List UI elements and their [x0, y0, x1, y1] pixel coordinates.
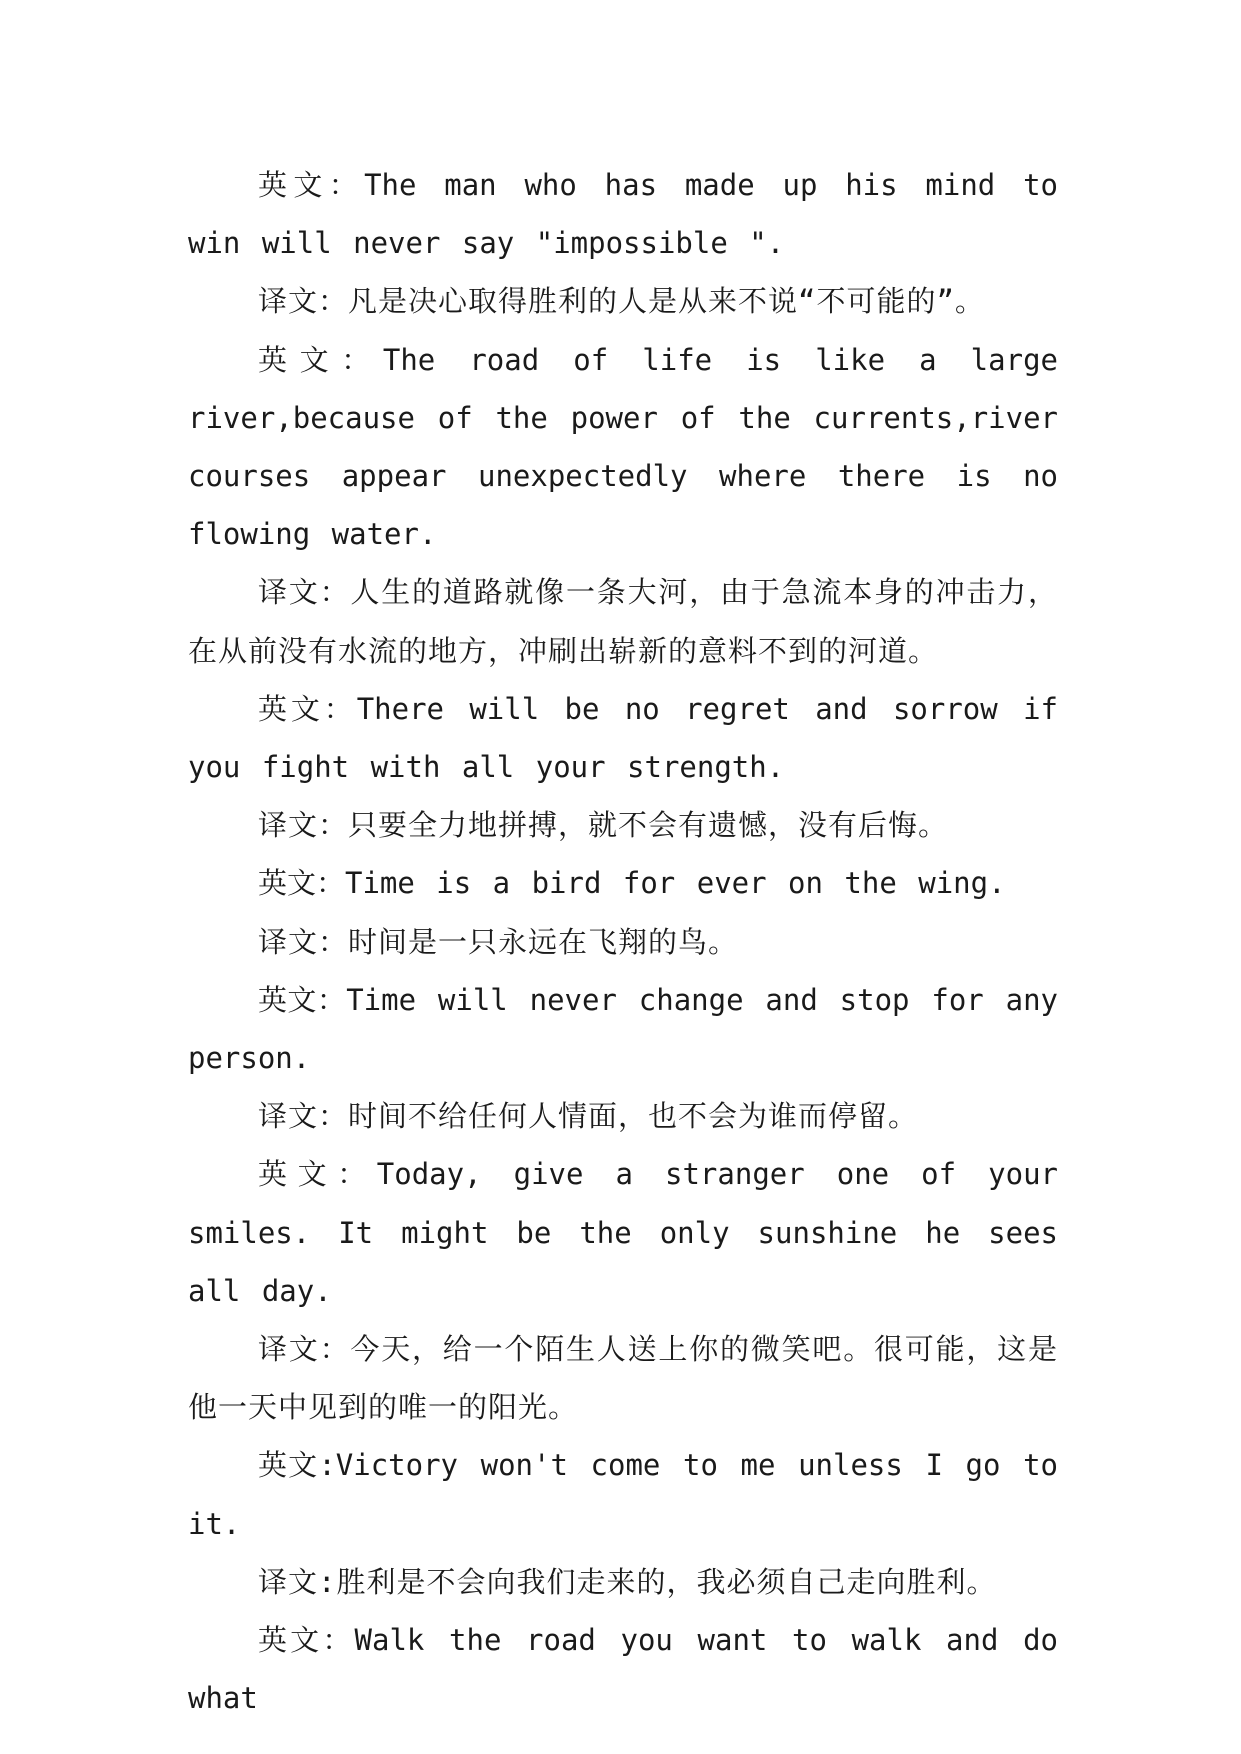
english-quote: 英文：There will be no regret and sorrow if you fight with all your strength.: [188, 691, 1058, 785]
english-quote: 英文：Time will never change and stop for any person.: [188, 982, 1058, 1076]
english-quote: 英文:Victory won't come to me unless I go to it.: [188, 1448, 1058, 1541]
chinese-translation: 译文：今天，给一个陌生人送上你的微笑吧。很可能，这是他一天中见到的唯一的阳光。: [188, 1332, 1058, 1425]
english-quote: 英文：Time is a bird for ever on the wing.: [258, 866, 1006, 901]
chinese-translation: 译文：凡是决心取得胜利的人是从来不说“不可能的”。: [258, 284, 985, 319]
english-quote: 英文：Walk the road you want to walk and do what: [188, 1623, 1058, 1716]
english-quote: 英文：The road of life is like a large river,because of the power of the currents,river courses appear unexpectedly where there is no flowing water.: [188, 342, 1058, 552]
chinese-translation: 译文：时间是一只永远在飞翔的鸟。: [258, 924, 739, 959]
chinese-translation: 译文：时间不给任何人情面，也不会为谁而停留。: [258, 1099, 919, 1134]
chinese-translation: 译文:胜利是不会向我们走来的，我必须自己走向胜利。: [258, 1564, 997, 1599]
english-quote: 英文：The man who has made up his mind to win will never say "impossible ".: [188, 168, 1058, 261]
english-quote: 英文：Today, give a stranger one of your smiles. It might be the only sunshine he sees all day.: [188, 1157, 1058, 1308]
chinese-translation: 译文：只要全力地拼搏，就不会有遗憾，没有后悔。: [258, 808, 949, 843]
document-page: [188, 156, 1058, 1727]
chinese-translation: 译文：人生的道路就像一条大河，由于急流本身的冲击力，在从前没有水流的地方，冲刷出崭新的意料不到的河道。: [188, 575, 1058, 668]
